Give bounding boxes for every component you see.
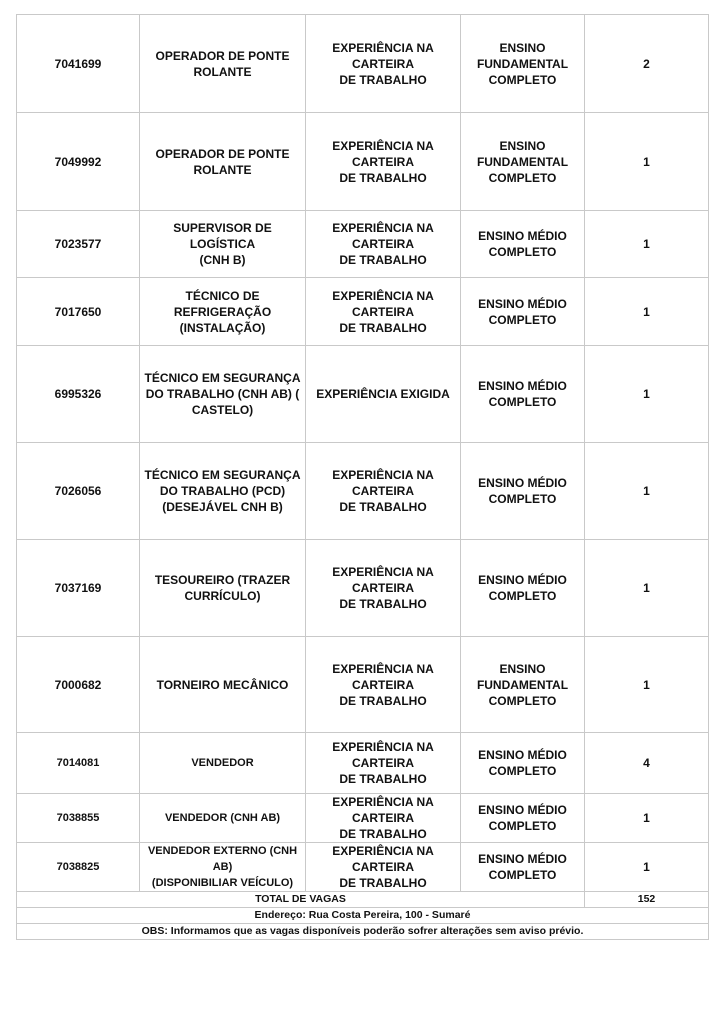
job-title: TORNEIRO MECÂNICO bbox=[140, 637, 306, 733]
job-code: 7037169 bbox=[17, 540, 140, 637]
job-education: ENSINO FUNDAMENTAL COMPLETO bbox=[461, 113, 585, 211]
job-experience: EXPERIÊNCIA NA CARTEIRA DE TRABALHO bbox=[306, 443, 461, 540]
job-experience: EXPERIÊNCIA NA CARTEIRA DE TRABALHO bbox=[306, 211, 461, 278]
job-vacancies-table bbox=[16, 14, 709, 940]
job-vacancies: 1 bbox=[585, 794, 709, 843]
job-education: ENSINO MÉDIO COMPLETO bbox=[461, 443, 585, 540]
total-row bbox=[17, 892, 709, 908]
table-row bbox=[17, 733, 709, 794]
job-code: 7000682 bbox=[17, 637, 140, 733]
job-education: ENSINO MÉDIO COMPLETO bbox=[461, 211, 585, 278]
job-title: OPERADOR DE PONTE ROLANTE bbox=[140, 15, 306, 113]
table-row bbox=[17, 278, 709, 346]
job-code: 7014081 bbox=[17, 733, 140, 794]
job-code: 7026056 bbox=[17, 443, 140, 540]
job-experience: EXPERIÊNCIA NA CARTEIRA DE TRABALHO bbox=[306, 733, 461, 794]
job-title: VENDEDOR (CNH AB) bbox=[140, 794, 306, 843]
job-title: TÉCNICO EM SEGURANÇA DO TRABALHO (CNH AB) ( CASTELO) bbox=[140, 346, 306, 443]
job-code: 6995326 bbox=[17, 346, 140, 443]
job-vacancies: 1 bbox=[585, 443, 709, 540]
job-title: VENDEDOR EXTERNO (CNH AB) (DISPONIBILIAR VEÍCULO) bbox=[140, 843, 306, 892]
job-code: 7038855 bbox=[17, 794, 140, 843]
job-experience: EXPERIÊNCIA EXIGIDA bbox=[306, 346, 461, 443]
job-education: ENSINO MÉDIO COMPLETO bbox=[461, 540, 585, 637]
job-experience: EXPERIÊNCIA NA CARTEIRA DE TRABALHO bbox=[306, 794, 461, 843]
job-code: 7017650 bbox=[17, 278, 140, 346]
table-row bbox=[17, 113, 709, 211]
job-code: 7049992 bbox=[17, 113, 140, 211]
job-experience: EXPERIÊNCIA NA CARTEIRA DE TRABALHO bbox=[306, 113, 461, 211]
table-row bbox=[17, 843, 709, 892]
address-row bbox=[17, 908, 709, 924]
total-value: 152 bbox=[585, 892, 709, 908]
job-code: 7041699 bbox=[17, 15, 140, 113]
job-title: TÉCNICO EM SEGURANÇA DO TRABALHO (PCD) (DESEJÁVEL CNH B) bbox=[140, 443, 306, 540]
job-experience: EXPERIÊNCIA NA CARTEIRA DE TRABALHO bbox=[306, 278, 461, 346]
job-vacancies: 1 bbox=[585, 346, 709, 443]
job-education: ENSINO MÉDIO COMPLETO bbox=[461, 843, 585, 892]
job-vacancies: 1 bbox=[585, 637, 709, 733]
job-experience: EXPERIÊNCIA NA CARTEIRA DE TRABALHO bbox=[306, 637, 461, 733]
job-education: ENSINO FUNDAMENTAL COMPLETO bbox=[461, 15, 585, 113]
job-title: OPERADOR DE PONTE ROLANTE bbox=[140, 113, 306, 211]
note-row bbox=[17, 924, 709, 940]
job-experience: EXPERIÊNCIA NA CARTEIRA DE TRABALHO bbox=[306, 540, 461, 637]
job-vacancies: 1 bbox=[585, 113, 709, 211]
job-title: VENDEDOR bbox=[140, 733, 306, 794]
job-education: ENSINO MÉDIO COMPLETO bbox=[461, 346, 585, 443]
job-education: ENSINO MÉDIO COMPLETO bbox=[461, 733, 585, 794]
job-experience: EXPERIÊNCIA NA CARTEIRA DE TRABALHO bbox=[306, 843, 461, 892]
job-code: 7038825 bbox=[17, 843, 140, 892]
job-education: ENSINO FUNDAMENTAL COMPLETO bbox=[461, 637, 585, 733]
address-text: Endereço: Rua Costa Pereira, 100 - Sumaré bbox=[17, 908, 709, 924]
job-vacancies: 1 bbox=[585, 278, 709, 346]
table-row bbox=[17, 794, 709, 843]
job-title: SUPERVISOR DE LOGÍSTICA (CNH B) bbox=[140, 211, 306, 278]
job-education: ENSINO MÉDIO COMPLETO bbox=[461, 278, 585, 346]
job-code: 7023577 bbox=[17, 211, 140, 278]
table-row bbox=[17, 346, 709, 443]
job-vacancies: 1 bbox=[585, 540, 709, 637]
table-row bbox=[17, 211, 709, 278]
job-experience: EXPERIÊNCIA NA CARTEIRA DE TRABALHO bbox=[306, 15, 461, 113]
job-title: TÉCNICO DE REFRIGERAÇÃO (INSTALAÇÃO) bbox=[140, 278, 306, 346]
job-vacancies: 2 bbox=[585, 15, 709, 113]
total-label: TOTAL DE VAGAS bbox=[17, 892, 585, 908]
job-vacancies: 4 bbox=[585, 733, 709, 794]
disclaimer-note: OBS: Informamos que as vagas disponíveis poderão sofrer alterações sem aviso prévio. bbox=[17, 924, 709, 940]
table-row bbox=[17, 540, 709, 637]
table-row bbox=[17, 443, 709, 540]
table-row bbox=[17, 637, 709, 733]
table-row bbox=[17, 15, 709, 113]
job-education: ENSINO MÉDIO COMPLETO bbox=[461, 794, 585, 843]
job-vacancies: 1 bbox=[585, 843, 709, 892]
job-title: TESOUREIRO (TRAZER CURRÍCULO) bbox=[140, 540, 306, 637]
job-vacancies: 1 bbox=[585, 211, 709, 278]
